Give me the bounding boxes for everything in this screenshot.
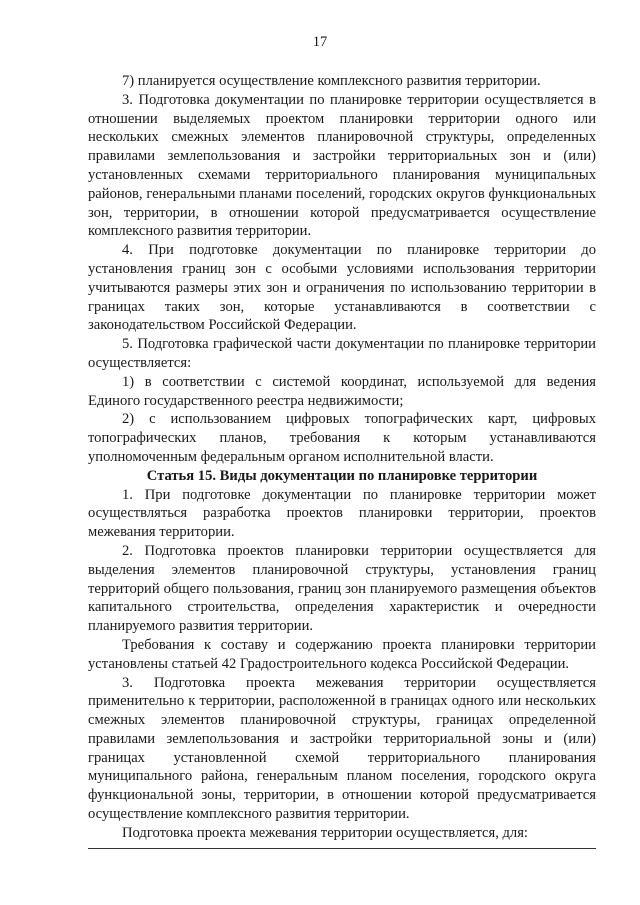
- paragraph: 3. Подготовка документации по планировке территории осуществляется в отношении выделяемых проектом планировки территории одного или нескольких смежных элементов планировочной структуры, определенных правилами землепользования и застройки территориальных зон и (или) установленных схемами территориального планирования муниципальных районов, генеральными планами поселений, городских округов функциональных зон, территории, в отношении которой предусматривается осуществление комплексного развития территории.: [88, 91, 596, 240]
- footer-divider: [88, 848, 596, 849]
- paragraph: 2. Подготовка проектов планировки территории осуществляется для выделения элементов планировочной структуры, установления границ территорий общего пользования, границ зон планируемого размещения объектов капитального строительства, определения характеристик и очередности планируемого развития территории.: [88, 542, 596, 635]
- page-number: 17: [312, 34, 328, 50]
- paragraph: Подготовка проекта межевания территории осуществляется, для:: [122, 824, 528, 841]
- paragraph: 5. Подготовка графической части документации по планировке территории осуществляется:: [88, 336, 596, 371]
- paragraph: 1. При подготовке документации по планировке территории может осуществляться разработка проектов планировки территории, проектов межевания территории.: [88, 486, 596, 541]
- paragraph: 4. При подготовке документации по планировке территории до установления границ зон с особыми условиями использования территории учитываются размеры этих зон и ограничения по использованию территории в границах таких зон, которые устанавливаются в соответствии с законодательством Российской Федерации.: [88, 242, 596, 334]
- article-title: Статья 15. Виды документации по планировке территории: [146, 467, 538, 484]
- paragraph: 2) с использованием цифровых топографических карт, цифровых топографических планов, требования к которым устанавливаются уполномоченным федеральным органом исполнительной власти.: [88, 411, 596, 465]
- paragraph: 1) в соответствии с системой координат, используемой для ведения Единого государственного реестра недвижимости;: [88, 373, 596, 409]
- paragraph: 3. Подготовка проекта межевания территории осуществляется применительно к территории, расположенной в границах одного или нескольких смежных элементов планировочной структуры, границах определенной правилами землепользования и застройки территориальной зоны и (или) границах установленной схемой территориального планирования муниципального района, генеральным планом поселения, городского округа функциональной зоны, территории, в отношении которой предусматривается осуществление комплексного развития территории.: [88, 674, 596, 823]
- document-body: [88, 72, 596, 843]
- paragraph: 7) планируется осуществление комплексного развития территории.: [122, 73, 541, 89]
- paragraph: Требования к составу и содержанию проекта планировки территории установлены статьей 42 Градостроительного кодекса Российской Федерации.: [88, 636, 596, 672]
